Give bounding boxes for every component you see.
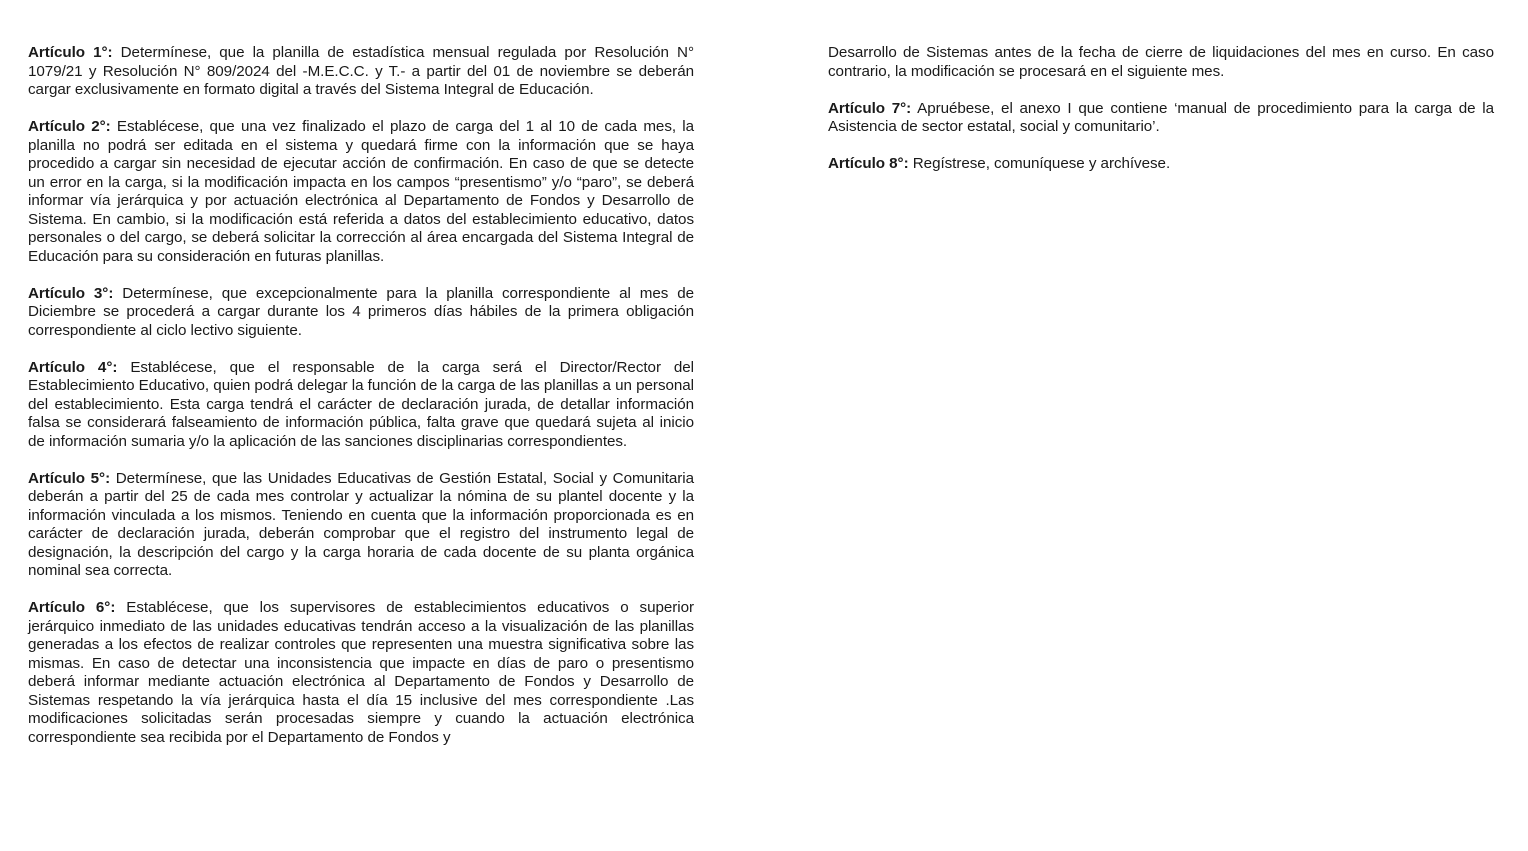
article-label: Artículo 8°:: [828, 155, 909, 172]
left-column: [28, 44, 694, 766]
article-text: Desarrollo de Sistemas antes de la fecha de cierre de liquidaciones del mes en curso. En caso contrario, la modificación se procesará en el siguiente mes.: [828, 44, 1494, 80]
article-1: [28, 44, 694, 100]
article-label: Artículo 5°:: [28, 469, 111, 487]
article-text: Determínese, que las Unidades Educativas de Gestión Estatal, Social y Comunitaria deberán a partir del 25 de cada mes controlar y actualizar la nómina de su plantel docente y la información vinculada a los mismos. Teniendo en cuenta que la información proporcionada es en carácter de declaración jurada, deberán comprobar que el registro del instrumento legal de designación, la descripción del cargo y la carga horaria de cada docente de su planta orgánica nominal sea correcta.: [28, 469, 694, 579]
article-4: [28, 359, 694, 452]
article-label: Artículo 7°:: [828, 99, 912, 117]
article-6: [28, 599, 694, 747]
article-8: [828, 155, 1494, 174]
article-text: Apruébese, el anexo I que contiene ‘manual de procedimiento para la carga de la Asistencia de sector estatal, social y comunitario’.: [828, 99, 1494, 135]
article-3: [28, 285, 694, 341]
right-column: [828, 44, 1494, 192]
article-text: Establécese, que una vez finalizado el plazo de carga del 1 al 10 de cada mes, la planilla no podrá ser editada en el sistema y quedará firme con la información que se haya procedido a cargar sin necesidad de ejecutar acción de confirmación. En caso de que se detecte un error en la carga, si la modificación impacta en los campos “presentismo” y/o “paro”, se deberá informar vía jerárquica y por actuación electrónica al Departamento de Fondos y Desarrollo de Sistema. En cambio, si la modificación está referida a datos del establecimiento educativo, datos personales o del cargo, se deberá solicitar la corrección al área encargada del Sistema Integral de Educación para su consideración en futuras planillas.: [28, 118, 695, 265]
article-label: Artículo 1°:: [28, 44, 113, 61]
article-5: [28, 470, 694, 581]
article-7: [828, 100, 1494, 137]
article-label: Artículo 2°:: [28, 118, 111, 135]
article-text: Determínese, que la planilla de estadística mensual regulada por Resolución N° 1079/21 y Resolución N° 809/2024 del -M.E.C.C. y T.- a partir del 01 de noviembre se deberán cargar exclusivamente en formato digital a través del Sistema Integral de Educación.: [28, 44, 695, 98]
article-label: Artículo 3°:: [28, 284, 114, 302]
article-text: Establécese, que los supervisores de establecimientos educativos o superior jerárquico inmediato de las unidades educativas tendrán acceso a la visualización de las planillas generadas a los efectos de realizar controles que representen una muestra significativa sobre las mismas. En caso de detectar una inconsistencia que impacte en días de paro o presentismo deberá informar mediante actuación electrónica al Departamento de Fondos y Desarrollo de Sistemas respetando la vía jerárquica hasta el día 15 inclusive del mes correspondiente .Las modificaciones solicitadas serán procesadas siempre y cuando la actuación electrónica correspondiente sea recibida por el Departamento de Fondos y: [28, 599, 694, 746]
article-label: Artículo 6°:: [28, 599, 116, 616]
article-text: Determínese, que excepcionalmente para la planilla correspondiente al mes de Diciembre se procederá a cargar durante los 4 primeros días hábiles de la primera obligación correspondiente al ciclo lectivo siguiente.: [28, 284, 695, 339]
article-label: Artículo 4°:: [28, 358, 118, 376]
article-text: Regístrese, comuníquese y archívese.: [912, 155, 1171, 172]
article-2: [28, 118, 694, 266]
article-text: Establécese, que el responsable de la carga será el Director/Rector del Establecimiento Educativo, quien podrá delegar la función de la carga de las planillas a un personal del establecimiento. Esta carga tendrá el carácter de declaración jurada, de detallar información falsa se considerará falseamiento de información pública, falta grave que quedará sujeta al inicio de información sumaria y/o la aplicación de las sanciones disciplinarias correspondientes.: [28, 358, 695, 450]
article-6-continuation: [828, 44, 1494, 81]
